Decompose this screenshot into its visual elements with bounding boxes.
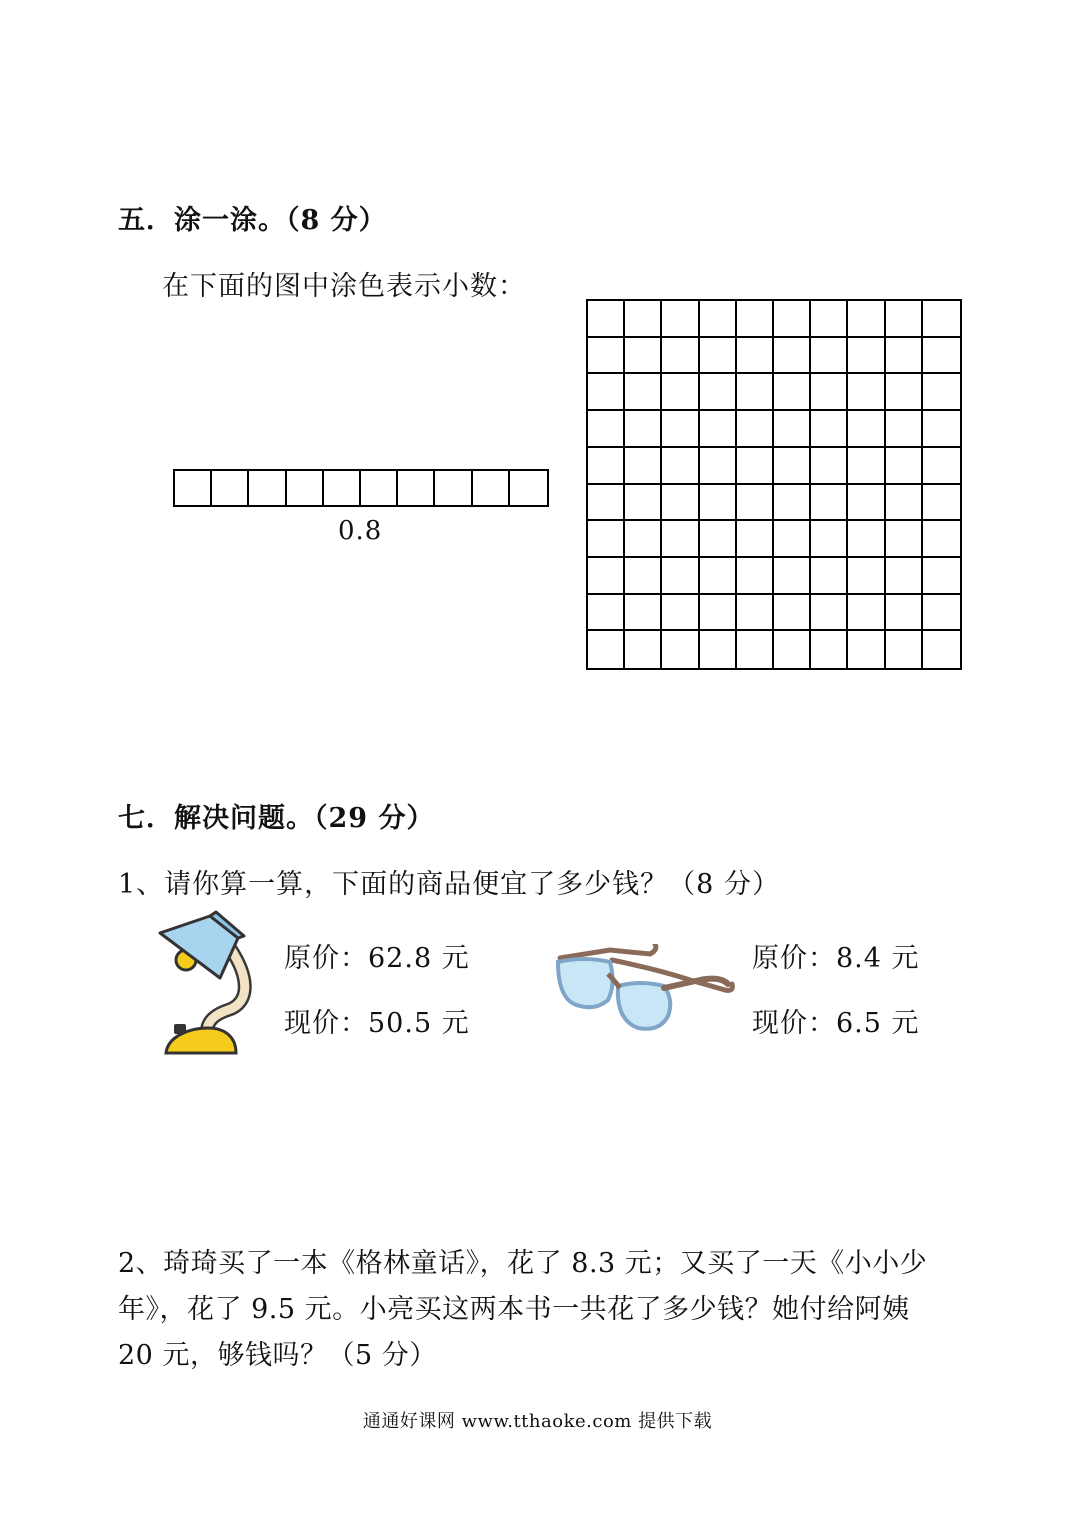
grid-cell[interactable]: [923, 301, 960, 338]
grid-cell[interactable]: [848, 558, 885, 595]
grid-cell[interactable]: [700, 374, 737, 411]
grid-cell[interactable]: [923, 338, 960, 375]
grid-cell[interactable]: [662, 374, 699, 411]
grid-cell[interactable]: [811, 338, 848, 375]
grid-cell[interactable]: [588, 374, 625, 411]
glasses-icon: [550, 944, 740, 1036]
grid-cell[interactable]: [588, 631, 625, 668]
grid-cell[interactable]: [737, 338, 774, 375]
grid-cell[interactable]: [886, 631, 923, 668]
grid-cell[interactable]: [737, 411, 774, 448]
question-2-line-2: 年》，花了 9.5 元。小亮买这两本书一共花了多少钱？她付给阿姨: [118, 1294, 910, 1325]
grid-cell[interactable]: [662, 448, 699, 485]
grid-cell[interactable]: [886, 374, 923, 411]
grid-cell[interactable]: [923, 521, 960, 558]
question-2-line-1: 2、琦琦买了一本《格林童话》，花了 8.3 元；又买了一天《小小少: [118, 1248, 928, 1279]
grid-cell[interactable]: [774, 485, 811, 522]
grid-cell[interactable]: [923, 595, 960, 632]
grid-cell[interactable]: [737, 631, 774, 668]
grid-cell[interactable]: [700, 301, 737, 338]
grid-cell[interactable]: [886, 338, 923, 375]
grid-cell[interactable]: [700, 411, 737, 448]
grid-cell[interactable]: [625, 558, 662, 595]
grid-cell[interactable]: [737, 448, 774, 485]
strip-cell[interactable]: [324, 471, 361, 505]
grid-cell[interactable]: [811, 631, 848, 668]
grid-cell[interactable]: [774, 374, 811, 411]
grid-cell[interactable]: [662, 631, 699, 668]
grid-cell[interactable]: [737, 521, 774, 558]
grid-cell[interactable]: [848, 411, 885, 448]
desk-lamp-icon: [150, 908, 260, 1060]
grid-cell[interactable]: [625, 448, 662, 485]
grid-cell[interactable]: [625, 521, 662, 558]
strip-cell[interactable]: [398, 471, 435, 505]
grid-cell[interactable]: [811, 558, 848, 595]
question-1-text: 1、请你算一算，下面的商品便宜了多少钱？（8 分）: [118, 869, 780, 900]
grid-cell[interactable]: [737, 485, 774, 522]
grid-cell[interactable]: [811, 448, 848, 485]
grid-cell[interactable]: [886, 595, 923, 632]
grid-cell[interactable]: [662, 338, 699, 375]
grid-cell[interactable]: [886, 558, 923, 595]
lamp-current-price: 现价：50.5 元: [284, 1008, 470, 1039]
grid-cell[interactable]: [588, 448, 625, 485]
grid-cell[interactable]: [625, 485, 662, 522]
grid-cell[interactable]: [923, 631, 960, 668]
grid-cell[interactable]: [774, 631, 811, 668]
grid-cell[interactable]: [737, 558, 774, 595]
grid-cell[interactable]: [848, 521, 885, 558]
grid-cell[interactable]: [625, 301, 662, 338]
glasses-original-price: 原价：8.4 元: [752, 943, 920, 974]
grid-cell[interactable]: [700, 595, 737, 632]
grid-cell[interactable]: [886, 301, 923, 338]
grid-cell[interactable]: [700, 448, 737, 485]
grid-cell[interactable]: [625, 338, 662, 375]
grid-cell[interactable]: [886, 411, 923, 448]
grid-cell[interactable]: [848, 631, 885, 668]
grid-cell[interactable]: [588, 411, 625, 448]
grid-cell[interactable]: [923, 374, 960, 411]
grid-cell[interactable]: [923, 485, 960, 522]
grid-cell[interactable]: [774, 595, 811, 632]
decimal-strip[interactable]: [173, 469, 549, 507]
glasses-current-price: 现价：6.5 元: [752, 1008, 920, 1039]
grid-cell[interactable]: [588, 521, 625, 558]
grid-cell[interactable]: [923, 448, 960, 485]
grid-cell[interactable]: [625, 595, 662, 632]
section7-title: 七．解决问题。（29 分）: [118, 803, 435, 834]
grid-cell[interactable]: [848, 374, 885, 411]
section5-title: 五．涂一涂。（8 分）: [118, 205, 387, 236]
grid-cell[interactable]: [737, 301, 774, 338]
grid-cell[interactable]: [811, 374, 848, 411]
grid-cell[interactable]: [588, 595, 625, 632]
grid-cell[interactable]: [848, 301, 885, 338]
grid-cell[interactable]: [700, 631, 737, 668]
grid-cell[interactable]: [700, 485, 737, 522]
grid-cell[interactable]: [886, 521, 923, 558]
strip-cell[interactable]: [510, 471, 547, 505]
grid-cell[interactable]: [848, 338, 885, 375]
grid-cell[interactable]: [588, 338, 625, 375]
grid-cell[interactable]: [923, 411, 960, 448]
grid-cell[interactable]: [774, 521, 811, 558]
question-2-line-3: 20 元，够钱吗？（5 分）: [118, 1340, 437, 1371]
strip-cell[interactable]: [361, 471, 398, 505]
lamp-original-price: 原价：62.8 元: [284, 943, 470, 974]
grid-cell[interactable]: [662, 521, 699, 558]
grid-cell[interactable]: [848, 448, 885, 485]
grid-cell[interactable]: [662, 595, 699, 632]
grid-cell[interactable]: [588, 558, 625, 595]
grid-cell[interactable]: [923, 558, 960, 595]
grid-cell[interactable]: [700, 558, 737, 595]
grid-cell[interactable]: [662, 411, 699, 448]
grid-cell[interactable]: [886, 485, 923, 522]
grid-cell[interactable]: [848, 595, 885, 632]
grid-cell[interactable]: [662, 301, 699, 338]
grid-cell[interactable]: [811, 411, 848, 448]
grid-cell[interactable]: [848, 485, 885, 522]
strip-cell[interactable]: [249, 471, 286, 505]
grid-cell[interactable]: [588, 485, 625, 522]
strip-cell[interactable]: [212, 471, 249, 505]
strip-label: 0.8: [338, 516, 383, 546]
strip-cell[interactable]: [287, 471, 324, 505]
grid-cell[interactable]: [774, 558, 811, 595]
grid-cell[interactable]: [700, 338, 737, 375]
section5-instruction: 在下面的图中涂色表示小数：: [162, 271, 526, 302]
grid-cell[interactable]: [886, 448, 923, 485]
strip-cell[interactable]: [175, 471, 212, 505]
grid-cell[interactable]: [625, 631, 662, 668]
grid-cell[interactable]: [662, 558, 699, 595]
grid-cell[interactable]: [737, 595, 774, 632]
grid-cell[interactable]: [811, 521, 848, 558]
grid-cell[interactable]: [811, 301, 848, 338]
grid-cell[interactable]: [662, 485, 699, 522]
grid-cell[interactable]: [588, 301, 625, 338]
hundred-grid[interactable]: [586, 299, 962, 670]
grid-cell[interactable]: [811, 485, 848, 522]
strip-cell[interactable]: [473, 471, 510, 505]
grid-cell[interactable]: [774, 411, 811, 448]
strip-cell[interactable]: [435, 471, 472, 505]
grid-cell[interactable]: [774, 448, 811, 485]
grid-cell[interactable]: [625, 411, 662, 448]
grid-cell[interactable]: [774, 338, 811, 375]
grid-cell[interactable]: [737, 374, 774, 411]
grid-cell[interactable]: [811, 595, 848, 632]
grid-cell[interactable]: [700, 521, 737, 558]
page-footer: 通通好课网 www.tthaoke.com 提供下载: [362, 1411, 713, 1432]
grid-cell[interactable]: [774, 301, 811, 338]
grid-cell[interactable]: [625, 374, 662, 411]
